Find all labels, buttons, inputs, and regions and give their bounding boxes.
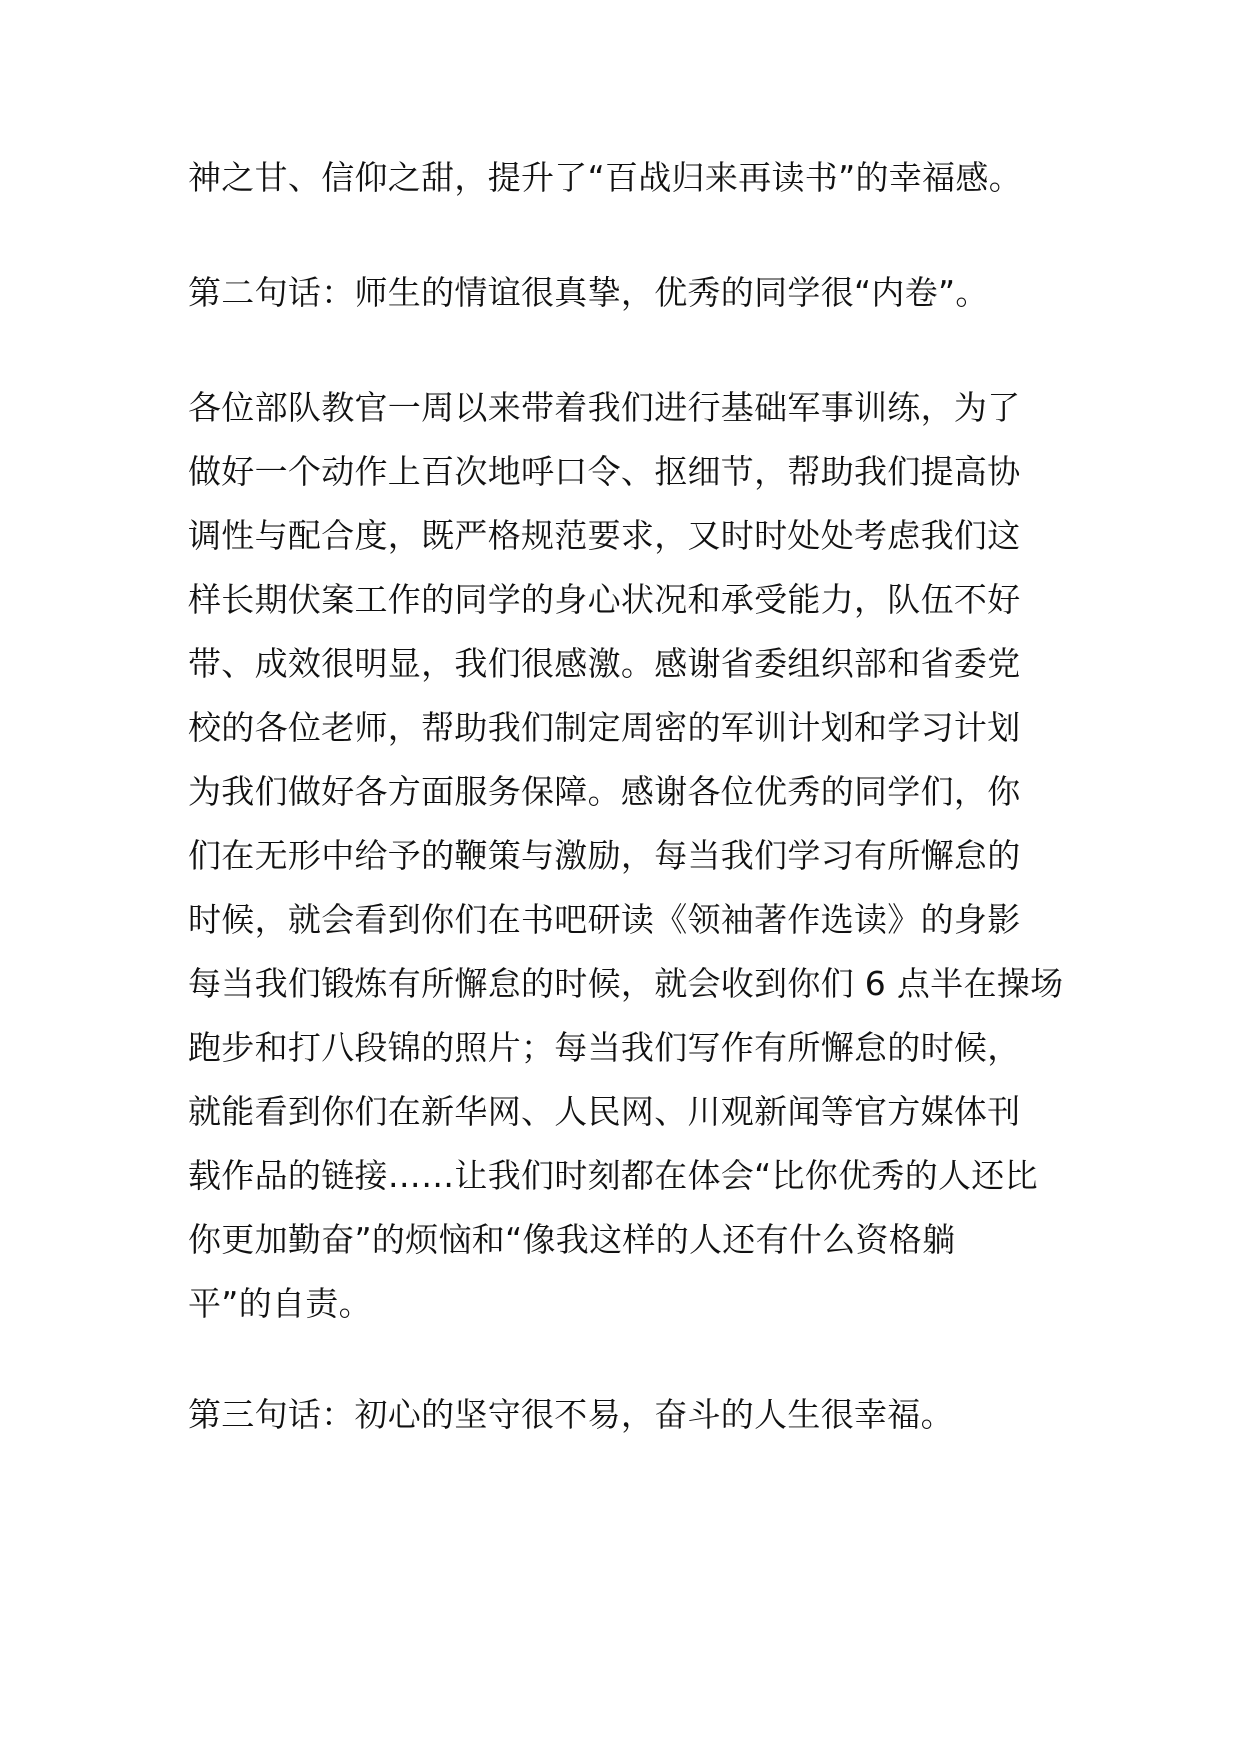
text-line: 做好一个动作上百次地呼口令、抠细节，帮助我们提高协 [188,452,1021,491]
text-line: 第三句话：初心的坚守很不易，奋斗的人生很幸福。 [188,1395,954,1434]
section-heading-third [188,1383,1058,1447]
text-line: 校的各位老师，帮助我们制定周密的军训计划和学习计划 [188,708,1021,747]
text-line: 第二句话：师生的情谊很真挚，优秀的同学很“内卷”。 [188,273,989,312]
text-line: 样长期伏案工作的同学的身心状况和承受能力，队伍不好 [188,580,1021,619]
text-line: 调性与配合度，既严格规范要求，又时时处处考虑我们这 [188,516,1021,555]
text-line: 神之甘、信仰之甜，提升了“百战归来再读书”的幸福感。 [188,158,1022,197]
paragraph-continuation [188,146,1058,210]
text-line: 跑步和打八段锦的照片；每当我们写作有所懈怠的时候， [188,1028,1021,1067]
text-line: 平”的自责。 [188,1284,372,1323]
text-line: 载作品的链接……让我们时刻都在体会“比你优秀的人还比 [188,1156,1038,1195]
text-line: 带、成效很明显，我们很感激。感谢省委组织部和省委党 [188,644,1021,683]
text-line: 为我们做好各方面服务保障。感谢各位优秀的同学们，你 [188,772,1021,811]
text-line: 就能看到你们在新华网、人民网、川观新闻等官方媒体刊 [188,1092,1021,1131]
text-line: 时候，就会看到你们在书吧研读《领袖著作选读》的身影 [188,900,1021,939]
text-line: 各位部队教官一周以来带着我们进行基础军事训练，为了 [188,388,1021,427]
text-line: 你更加勤奋”的烦恼和“像我这样的人还有什么资格躺 [188,1220,956,1259]
text-line: 们在无形中给予的鞭策与激励，每当我们学习有所懈怠的 [188,836,1021,875]
text-line: 每当我们锻炼有所懈怠的时候，就会收到你们 6 点半在操场 [188,964,1064,1003]
section-heading-second [188,261,1058,325]
body-paragraph [188,376,1064,1336]
